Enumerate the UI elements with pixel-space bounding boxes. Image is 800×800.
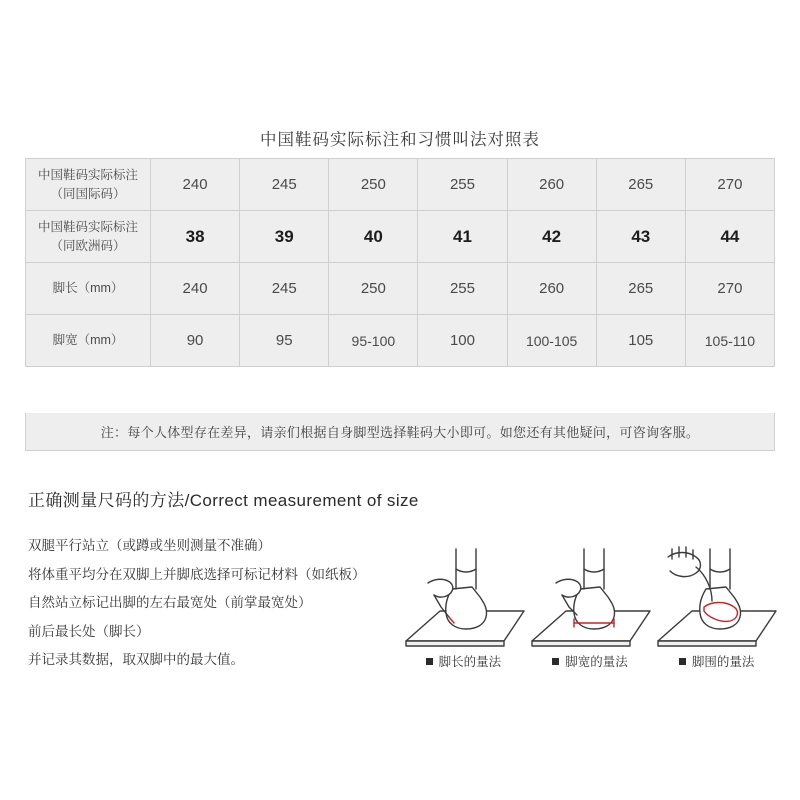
figure-foot-width-icon: [532, 549, 650, 646]
table-cell: 260: [507, 263, 596, 315]
measure-steps: [28, 532, 428, 675]
table-cell: 245: [240, 159, 329, 211]
table-cell: 95-100: [329, 315, 418, 367]
row-label-foot-width: 脚宽（mm）: [26, 315, 151, 367]
table-cell: 41: [418, 211, 507, 263]
table-cell: 105: [596, 315, 685, 367]
table-row: [26, 211, 775, 263]
figure-captions: [400, 652, 780, 670]
table-note: 注：每个人体型存在差异，请亲们根据自身脚型选择鞋码大小即可。如您还有其他疑问，可咨询客服。: [25, 413, 775, 451]
figure-caption: [653, 652, 780, 670]
table-cell: 100-105: [507, 315, 596, 367]
measure-step: 前后最长处（脚长）: [28, 623, 150, 639]
table-cell: 265: [596, 263, 685, 315]
table-cell: 44: [685, 211, 774, 263]
table-cell: 270: [685, 263, 774, 315]
figure-foot-length-icon: [406, 549, 524, 646]
table-cell: 265: [596, 159, 685, 211]
table-cell: 255: [418, 159, 507, 211]
figure-caption-text: 脚围的量法: [691, 655, 755, 669]
figure-caption-text: 脚宽的量法: [565, 655, 628, 669]
table-cell: 270: [685, 159, 774, 211]
figure-caption-text: 脚长的量法: [438, 655, 502, 669]
table-cell: 38: [151, 211, 240, 263]
table-row: [26, 263, 775, 315]
table-cell: 255: [418, 263, 507, 315]
table-cell: 90: [151, 315, 240, 367]
row-label-line2: （同国际码）: [50, 186, 126, 201]
figure-foot-girth-icon: [658, 547, 776, 646]
table-cell: 39: [240, 211, 329, 263]
page-title: 中国鞋码实际标注和习惯叫法对照表: [260, 131, 540, 149]
figure-caption: [400, 652, 527, 670]
table-cell: 100: [418, 315, 507, 367]
table-cell: 43: [596, 211, 685, 263]
table-cell: 40: [329, 211, 418, 263]
table-row: [26, 315, 775, 367]
row-label-line1: 中国鞋码实际标注: [37, 168, 138, 183]
square-bullet-icon: [426, 658, 433, 665]
table-cell: 105-110: [685, 315, 774, 367]
table-cell: 95: [240, 315, 329, 367]
table-cell: 260: [507, 159, 596, 211]
measure-step: 自然站立标记出脚的左右最宽处（前掌最宽处）: [28, 595, 312, 610]
table-cell: 42: [507, 211, 596, 263]
measure-heading: 正确测量尺码的方法/Correct measurement of size: [28, 491, 419, 510]
table-cell: 250: [329, 159, 418, 211]
size-table: [25, 158, 775, 367]
row-label-foot-length: 脚长（mm）: [26, 263, 151, 315]
measure-step: 双腿平行站立（或蹲或坐则测量不准确）: [28, 538, 271, 553]
table-cell: 250: [329, 263, 418, 315]
figure-caption: [527, 652, 654, 670]
measure-step: 并记录其数据，取双脚中的最大值。: [28, 652, 244, 667]
row-label-line1: 中国鞋码实际标注: [37, 220, 138, 235]
table-cell: 240: [151, 159, 240, 211]
row-label-line2: （同欧洲码）: [50, 238, 126, 253]
square-bullet-icon: [552, 658, 559, 665]
row-label-cn-eu: [26, 211, 151, 263]
measure-step: 将体重平均分在双脚上并脚底选择可标记材料（如纸板）: [28, 566, 366, 582]
square-bullet-icon: [679, 658, 686, 665]
row-label-cn-intl: [26, 159, 151, 211]
table-cell: 240: [151, 263, 240, 315]
table-row: [26, 159, 775, 211]
table-cell: 245: [240, 263, 329, 315]
